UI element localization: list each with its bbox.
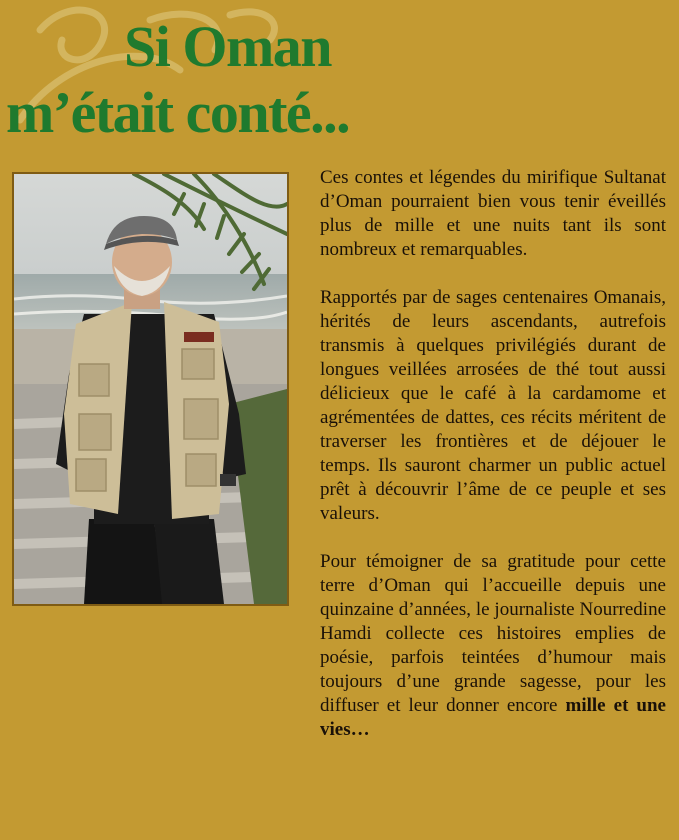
paragraph-3 xyxy=(320,550,666,742)
body-text xyxy=(320,166,666,766)
paragraph-3-text: Pour témoigner de sa gratitude pour cette terre d’Oman qui l’accueille depuis une quinzaine d’années, le journaliste Nourredine Hamdi collecte ces histoires emplies de poésie, parfois teintées d’humour mais toujours d’une grande sagesse, pour les diffuser et leur donner encore xyxy=(320,551,666,716)
title-line-2: m’était conté... xyxy=(6,80,350,145)
paragraph-1: Ces contes et légendes du mirifique Sultanat d’Oman pourraient bien vous tenir éveillés plus de mille et une nuits tant ils sont nombreux et remarquables. xyxy=(320,167,666,260)
paragraph-2: Rapportés par de sages centenaires Omanais, hérités de leurs ascendants, autrefois transmis à quelques privilégiés durant de longues veillées arrosées de thé tout aussi délicieux que le café à la cardamome et agrémentées de dattes, ces récits méritent de traverser les frontières et de déjouer le temps. Ils sauront charmer un public actuel prêt à découvrir l’âme de ce peuple et ses valeurs. xyxy=(320,287,666,524)
author-photo-image xyxy=(14,174,287,604)
title-line-1: Si Oman xyxy=(124,14,332,79)
author-photo xyxy=(12,172,289,606)
paragraph-3-bold-ending: mille et une vies… xyxy=(320,695,666,740)
